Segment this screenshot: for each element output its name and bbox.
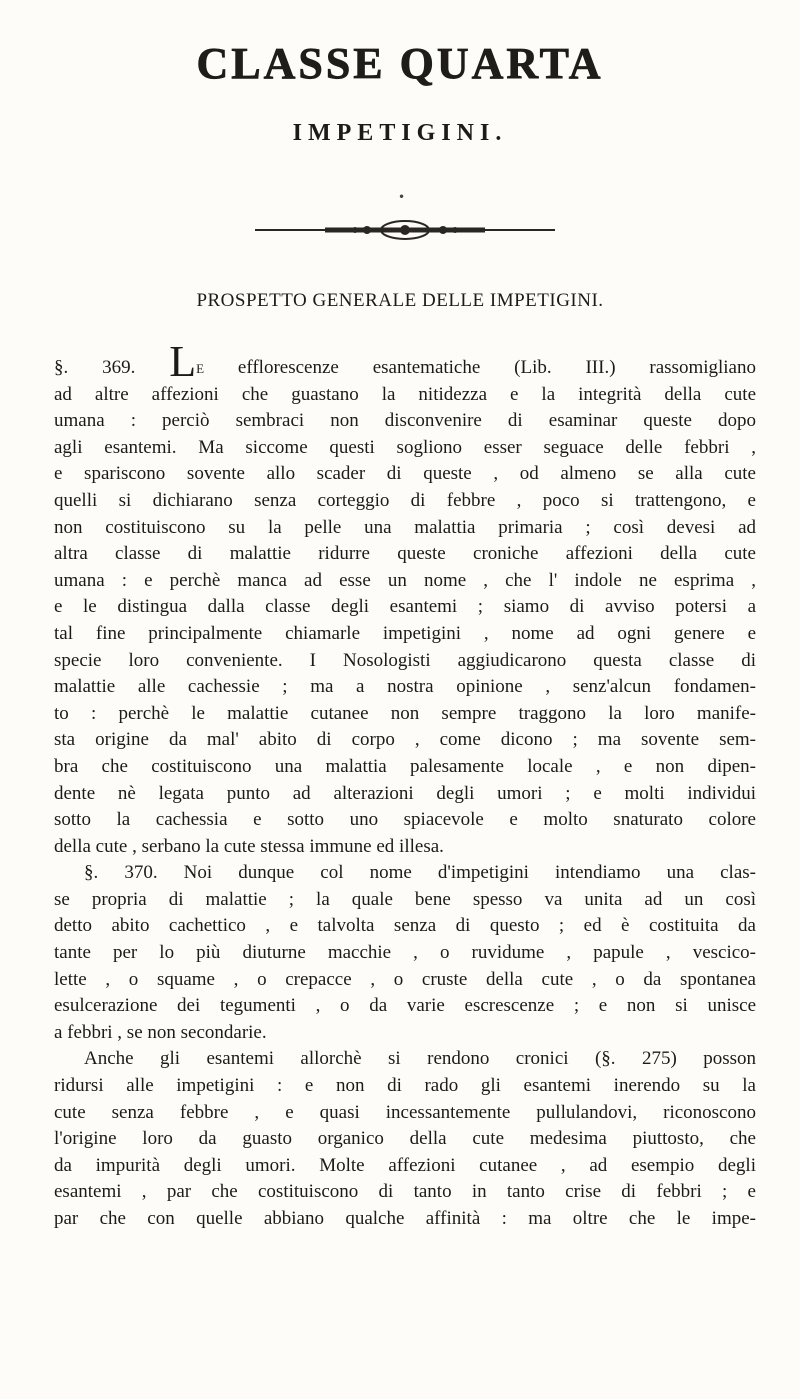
text-line: to : perchè le malattie cutanee non sempre traggono la loro manife- [54,702,756,724]
text-line-content: efflorescenze esantematiche (Lib. III.) rassomigliano [237,357,756,378]
text-line: cute senza febbre , e quasi incessantemente pullulandovi, riconoscono [54,1101,756,1123]
text-line: umana : e perchè manca ad esse un nome , che l' indole ne esprima , [54,569,756,591]
text-line: Anche gli esantemi allorchè si rendono cronici (§. 275) posson [84,1048,756,1070]
text-line: tante per lo più diuturne macchie , o ruvidume , papule , vescico- [54,942,756,964]
text-line: malattie alle cachessie ; ma a nostra opinione , senz'alcun fondamen- [54,676,756,698]
text-line: non costituiscono su la pelle una malattia primaria ; così devesi ad [54,516,756,538]
ornamental-rule-icon [255,220,555,240]
text-line: quelli si dichiarano senza corteggio di febbre , poco si trattengono, e [54,489,756,511]
first-word-rest: e [196,357,205,378]
text-line: se propria di malattie ; la quale bene spesso va unita ad un così [54,888,756,910]
text-line: ridursi alle impetigini : e non di rado gli esantemi inerendo su la [54,1075,756,1097]
class-title: CLASSE QUARTA [196,39,604,88]
text-line: da impurità degli umori. Molte affezioni cutanee , ad esempio degli [54,1154,756,1176]
text-line: l'origine loro da guasto organico della cute medesima piuttosto, che [54,1128,756,1150]
text-line: tal fine principalmente chiamarle impetigini , nome ad ogni genere e [54,622,756,644]
text-line: sotto la cachessia e sotto uno spiacevole e molto snaturato colore [54,809,756,831]
text-line: esantemi , par che costituiscono di tanto in tanto crise di febbri ; e [54,1181,756,1203]
text-line: della cute , serbano la cute stessa immune ed illesa. [54,835,444,857]
text-line: bra che costituiscono una malattia palesamente locale , e non dipen- [54,755,756,777]
text-line: detto abito cachettico , e talvolta senza di questo ; ed è costituita da [54,915,756,937]
section-heading: PROSPETTO GENERALE DELLE IMPETIGINI. [196,290,604,311]
text-line: umana : perciò sembraci non disconvenire di esaminar queste dopo [54,410,756,432]
text-line: par che con quelle abbiano qualche affinità : ma oltre che le impe- [54,1208,756,1229]
drop-cap: L [169,337,197,386]
paragraph-number: §. 369. [54,357,136,378]
class-subtitle: IMPETIGINI. [292,120,508,146]
text-line: lette , o squame , o crepacce , o cruste della cute , o da spontanea [54,968,756,990]
body-text [54,337,756,1233]
text-line: specie loro conveniente. I Nosologisti aggiudicarono questa classe di [54,649,756,671]
text-line: dente nè legata punto ad alterazioni degli umori ; e molti individui [54,782,756,804]
text-line: ad altre affezioni che guastano la nitidezza e la integrità della cute [54,383,756,405]
text-line [54,337,756,386]
text-line: sta origine da mal' abito di corpo , come dicono ; ma sovente sem- [54,729,756,751]
text-line: agli esantemi. Ma siccome questi sogliono esser seguace delle febbri , [54,436,756,458]
text-line: e spariscono sovente allo scader di queste , od almeno se alla cute [54,463,756,485]
text-line: e le distingua dalla classe degli esantemi ; siamo di avviso potersi a [54,596,756,618]
ornament-dot: • [398,190,406,204]
text-line: altra classe di malattie ridurre queste croniche affezioni della cute [54,543,756,565]
text-line: §. 370. Noi dunque col nome d'impetigini intendiamo una clas- [84,862,756,884]
text-line: esulcerazione dei tegumenti , o da varie escrescenze ; e non si unisce [54,995,756,1017]
text-line: a febbri , se non secondarie. [54,1021,267,1043]
